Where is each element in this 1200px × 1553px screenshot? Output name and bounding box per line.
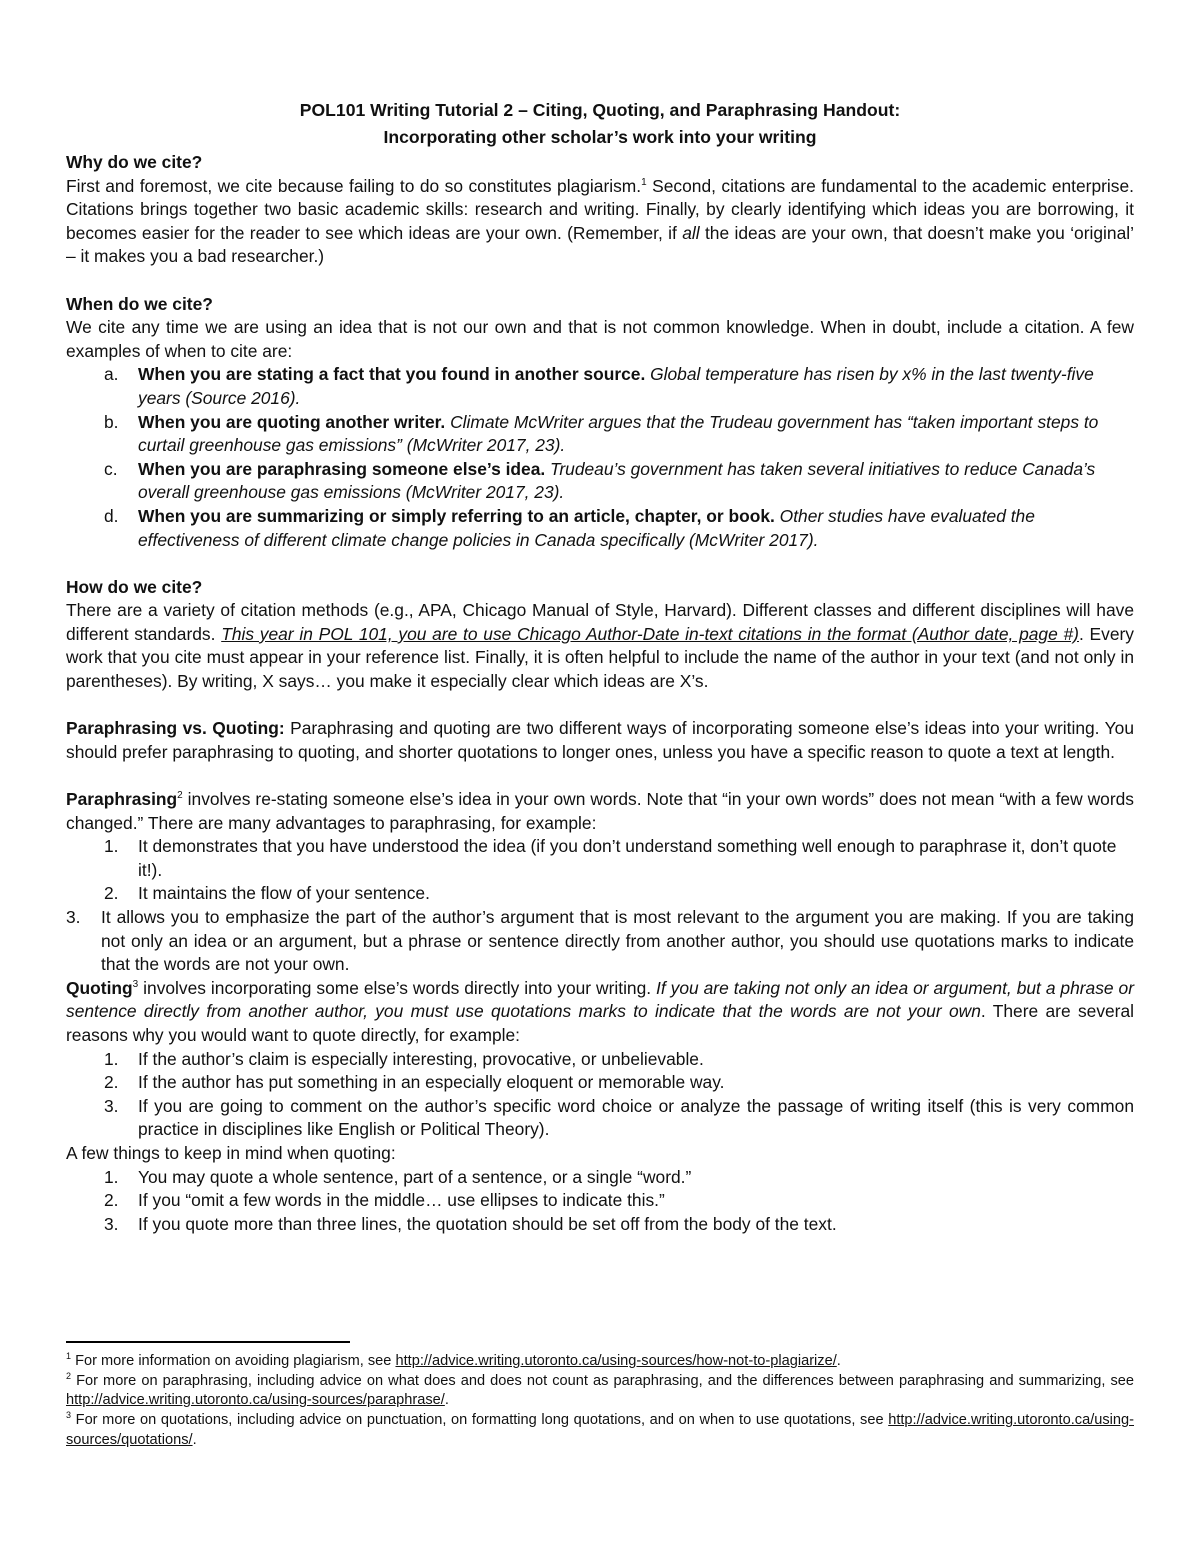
heading-why-cite: Why do we cite? [66,152,203,172]
heading-how-cite: How do we cite? [66,576,203,597]
why-text-emphasis: all [682,222,700,243]
why-text-3: the ideas are your own, that doesn’t make you ‘original’ – it makes you a bad researcher.) [66,222,1134,267]
list-item: 2. If you “omit a few words in the middle… use ellipses to indicate this.” [104,1190,665,1211]
title-line-1: POL101 Writing Tutorial 2 – Citing, Quoting, and Paraphrasing Handout: [299,100,901,120]
list-item: d. When you are summarizing or simply referring to an article, chapter, or book. Other studies have evaluated the effectiveness of different climate change policies in Canada specifically (McWriter 2017). [104,505,1035,550]
list-item: b. When you are quoting another writer. Climate McWriter argues that the Trudeau government has “taken important steps to curtail greenhouse gas emissions” (McWriter 2017, 23). [104,411,1099,456]
list-item: 2. It maintains the flow of your sentence. [104,883,430,904]
document-body [66,97,1134,1236]
list-item: 3. It allows you to emphasize the part of the author’s argument that is most relevant to the argument you are making. If you are taking not only an idea or an argument, but a phrase or sentence directly from another author, you should use quotations marks to indicate that the words are not your own. [66,907,1134,975]
citation-format-note: This year in POL 101, you are to use Chicago Author-Date in-text citations in the format (Author date, page #) [221,623,1079,644]
list-item: a. When you are stating a fact that you found in another source. Global temperature has risen by x% in the last twenty-five years (Source 2016). [104,364,1094,408]
footnote-separator [66,1341,350,1343]
why-cite-paragraph [66,175,1134,269]
title-line-2: Incorporating other scholar’s work into your writing [383,127,817,147]
how-cite-paragraph: There are a variety of citation methods (e.g., APA, Chicago Manual of Style, Harvard). Different classes and different disciplines will have different standards. This year in POL 101, you are to use Chicago Author-Date in-text citations in the format (Author date, page #). Every work that you cite must appear in your reference list. Finally, it is often helpful to include the name of the author in your text (and not only in parentheses). By writing, X says… you make it especially clear which ideas are X’s. [66,600,1135,692]
paraphrasing-paragraph: Paraphrasing$^2$ involves re-stating someone else’s idea in your own words. Note that “in your own words” does not mean “with a few words changed.” There are many advantages to paraphrasing, for example: [66,789,1134,833]
keep-in-mind-intro: A few things to keep in mind when quoting: [66,1142,396,1163]
why-text-1: First and foremost, we cite because failing to do so constitutes plagiarism. [66,175,642,196]
quoting-list [66,1048,1134,1142]
list-item: 3. If you are going to comment on the author’s specific word choice or analyze the passage of writing itself (this is very common practice in disciplines like English or Political Theory). [104,1095,1134,1140]
footnote-2: $^2$ For more on paraphrasing, including advice on what does and does not count as paraphrasing, and the differences between paraphrasing and summarizing, see http://advice.writing.utoronto.ca/using-sources/paraphrase/. [66,1370,1134,1409]
list-item: c. When you are paraphrasing someone else’s idea. Trudeau’s government has taken several initiatives to reduce Canada’s overall greenhouse gas emissions (McWriter 2017, 23). [104,458,1096,503]
list-item: 1. It demonstrates that you have understood the idea (if you don’t understand something well enough to paraphrase it, don’t quote it!). [104,836,1117,880]
paraphrasing-vs-quoting-paragraph: Paraphrasing vs. Quoting: Paraphrasing and quoting are two different ways of incorporating someone else’s ideas into your writing. You should prefer paraphrasing to quoting, and shorter quotations to longer ones, unless you have a specific reason to quote a text at length. [66,718,1134,762]
footnote-ref-3: 3 [132,978,139,990]
footnote-ref-1: 1 [641,176,647,188]
paraphrasing-list [66,835,1134,977]
footnote-link-plagiarism[interactable]: http://advice.writing.utoronto.ca/using-sources/how-not-to-plagiarize/ [395,1353,837,1369]
document-title [66,97,1134,151]
list-item: 1. If the author’s claim is especially interesting, provocative, or unbelievable. [104,1048,704,1069]
list-item: 1. You may quote a whole sentence, part of a sentence, or a single “word.” [104,1166,692,1187]
footnote-link-quotations[interactable]: http://advice.writing.utoronto.ca/using-sources/quotations/ [66,1412,1134,1448]
list-item: 3. If you quote more than three lines, the quotation should be set off from the body of the text. [104,1213,837,1234]
when-cite-intro: We cite any time we are using an idea that is not our own and that is not common knowledge. When in doubt, include a citation. A few examples of when to cite are: [66,317,1134,361]
footnote-ref-2: 2 [177,790,183,802]
heading-when-cite: When do we cite? [66,293,213,314]
footnote-link-paraphrase[interactable]: http://advice.writing.utoronto.ca/using-sources/paraphrase/ [66,1392,445,1409]
when-cite-list [66,363,1134,552]
list-item: 2. If the author has put something in an especially eloquent or memorable way. [104,1072,725,1093]
footnotes [66,1352,1134,1451]
why-text-2: Second, citations are fundamental to the academic enterprise. Citations brings together two basic academic skills: research and writing. Finally, by clearly identifying which ideas you are borrowing, it becomes easier for the reader to see which ideas are your own. (Remember, if [66,175,1134,243]
keep-in-mind-list [66,1166,1134,1237]
footnote-3: $^3$ For more on quotations, including advice on punctuation, on formatting long quotations, and on when to use quotations, see http://advice.writing.utoronto.ca/using-sources/quotations/. [66,1410,1134,1448]
quoting-paragraph: Quoting$^3$ involves incorporating some else’s words directly into your writing. If you are taking not only an idea or argument, but a phrase or sentence directly from another author, you must use quotations marks to indicate that the words are not your own. There are several reasons why you would want to quote directly, for example: [66,977,1135,1045]
footnote-1: $^1$ For more information on avoiding plagiarism, see http://advice.writing.utoronto.ca/using-sources/how-not-to-plagiarize/. [66,1351,841,1369]
